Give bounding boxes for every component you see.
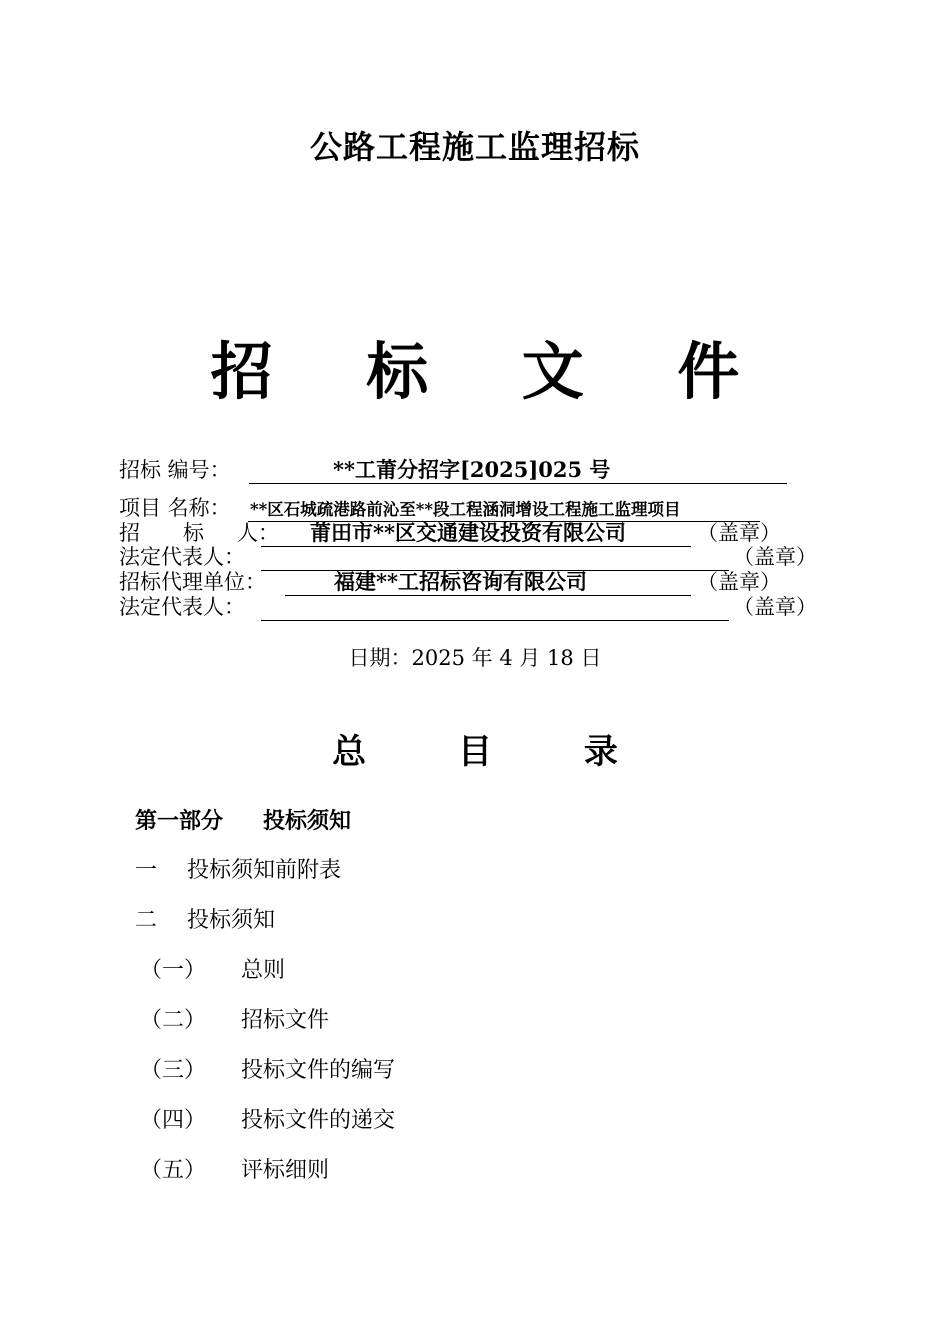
toc-title: 总 目 录 (332, 732, 658, 772)
toc-subitem-number: （一） (140, 958, 207, 983)
tenderer-value: 莆田市**区交通建设投资有限公司 (310, 520, 626, 545)
project-name-label: 项目 名称： (119, 496, 231, 520)
agency-label: 招标代理单位： (119, 570, 266, 594)
toc-part-title: 投标须知 (263, 808, 352, 834)
agency-value: 福建**工招标咨询有限公司 (334, 569, 587, 594)
main-title: 公路工程施工监理招标 (309, 128, 640, 166)
toc-subitem-title: 总则 (241, 958, 286, 983)
date-line: 日期：2025 年 4 月 18 日 (348, 646, 602, 670)
bid-number-value: **工莆分招字[2025]025 号 (333, 457, 611, 482)
legal-rep-1-line (261, 544, 729, 571)
legal-rep-2-line (261, 594, 729, 621)
toc-subitem-number: （四） (140, 1108, 207, 1133)
toc-subitem-title: 评标细则 (241, 1158, 330, 1183)
toc-item-title: 投标须知 (187, 908, 276, 933)
project-name-value: **区石城疏港路前沁至**段工程涵洞增设工程施工监理项目 (250, 500, 681, 519)
legal-rep-2-stamp: （盖章） (733, 595, 817, 619)
agency-stamp: （盖章） (697, 570, 781, 594)
toc-subitem-number: （三） (140, 1058, 207, 1083)
toc-subitem-title: 招标文件 (241, 1008, 330, 1033)
tenderer-stamp: （盖章） (697, 521, 781, 545)
bid-number-label: 招标 编号： (119, 458, 231, 482)
tenderer-line (261, 520, 691, 547)
toc-item-title: 投标须知前附表 (187, 858, 342, 883)
agency-line (285, 569, 691, 596)
toc-subitem-number: （五） (140, 1158, 207, 1183)
toc-subitem-title: 投标文件的编写 (241, 1058, 396, 1083)
toc-item-number: 一 (135, 858, 158, 883)
legal-rep-2-label: 法定代表人： (119, 595, 245, 619)
project-name-line (248, 495, 760, 522)
document-page: 公路工程施工监理招标 招 标 文 件 招标 编号： **工莆分招字[2025]025 号 项目 名称： **区石城疏港路前沁至**段工程涵洞增设工程施工监理项目 招 标 人： 莆田市**区交通建设投资有限公司 （盖章） 法定代表人： （盖章） 招标代理单位： 福建**工招标咨询有限公司 （盖章） 法定代表人： （盖章） 日期：2025 年 4 月 18 日 总 目 录 第一部分 投标须知 一 投标须知前附表 二 投标须知 （一） 总则 （二） 招标文件 （三） 投标文件的编写 （四） 投标文件的递交 （五） 评标细则 (0, 0, 950, 1344)
legal-rep-1-stamp: （盖章） (733, 545, 817, 569)
toc-subitem-title: 投标文件的递交 (241, 1108, 396, 1133)
toc-subitem-number: （二） (140, 1008, 207, 1033)
bid-number-line (249, 457, 787, 484)
legal-rep-1-label: 法定代表人： (119, 545, 245, 569)
document-title: 招 标 文 件 (210, 335, 776, 408)
toc-part-number: 第一部分 (135, 808, 224, 834)
toc-item-number: 二 (135, 908, 158, 933)
